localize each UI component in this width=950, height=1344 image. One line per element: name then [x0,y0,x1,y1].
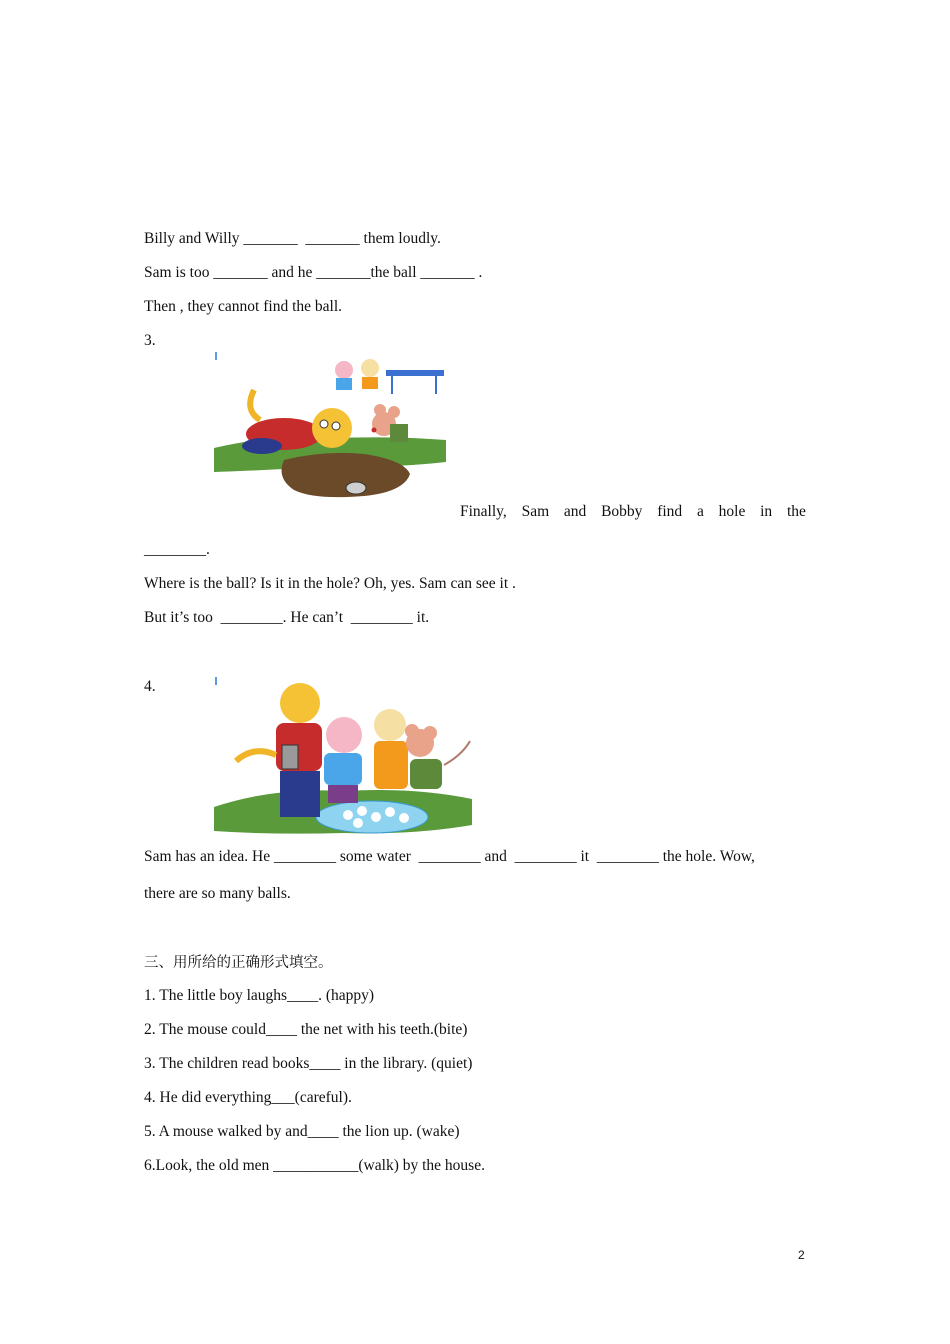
item-4-number: 4. [144,678,156,695]
line-billy-willy: Billy and Willy _______ _______ them loudly. [144,230,441,247]
word: the [786,503,806,520]
word: hole [718,503,746,520]
line-finally-justified [460,502,806,522]
question-3: 3. The children read books____ in the library. (quiet) [144,1055,473,1072]
line-so-many-balls: there are so many balls. [144,885,291,902]
question-4: 4. He did everything___(careful). [144,1089,352,1106]
line-blank-continuation: ________. [144,541,210,558]
word: Finally, [460,503,507,520]
word: a [696,503,704,520]
line-sam-too: Sam is too _______ and he _______the ball _______ . [144,264,483,281]
question-2: 2. The mouse could____ the net with his teeth.(bite) [144,1021,468,1038]
line-where-is-ball: Where is the ball? Is it in the hole? Oh, yes. Sam can see it . [144,575,516,592]
question-5: 5. A mouse walked by and____ the lion up. (wake) [144,1123,460,1140]
word: Sam [521,503,550,520]
section-heading: 三、用所给的正确形式填空。 [144,955,333,971]
line-but-too: But it’s too ________. He can’t ________ it. [144,609,430,626]
line-then: Then , they cannot find the ball. [144,298,342,315]
question-1: 1. The little boy laughs____. (happy) [144,987,375,1004]
illustration-cat-mouse-hole [214,350,448,502]
word: find [657,503,683,520]
page-number: 2 [798,1248,805,1262]
line-sam-idea: Sam has an idea. He ________ some water ________ and ________ it ________ the hole. Wow, [144,848,755,865]
question-6: 6.Look, the old men ___________(walk) by the house. [144,1157,485,1174]
word: in [760,503,773,520]
word: Bobby [601,503,643,520]
word: and [563,503,587,520]
item-3-number: 3. [144,332,156,349]
illustration-animals-water-balls [214,675,476,838]
